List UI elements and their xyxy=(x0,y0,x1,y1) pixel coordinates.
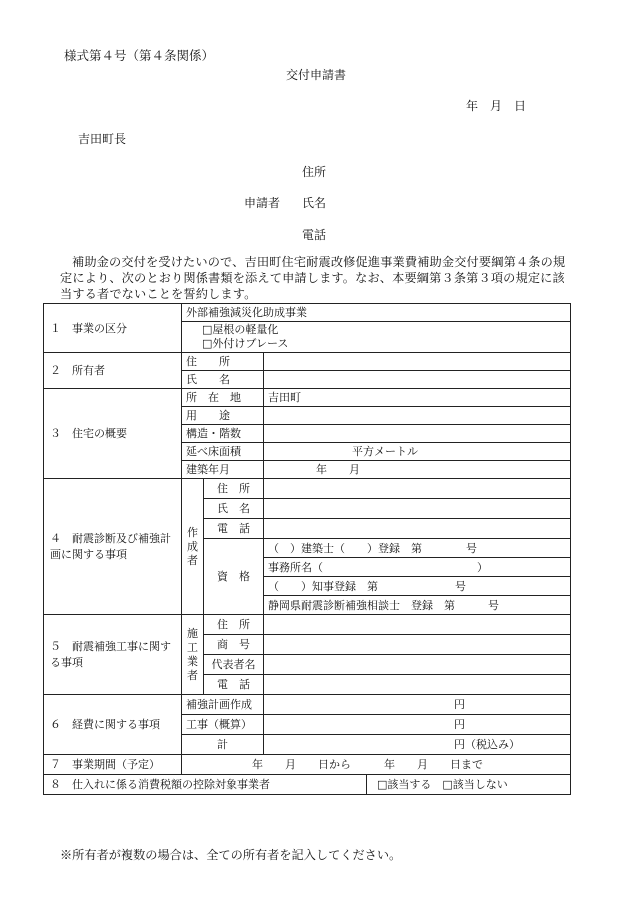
qualification-architect[interactable]: （ ）建築士（ ）登録 第 号 xyxy=(264,539,571,558)
creator-phone-field[interactable] xyxy=(264,519,571,539)
creator-label: 作成者 xyxy=(182,479,204,615)
contractor-phone-label: 電 話 xyxy=(204,675,264,695)
qualification-label: 資 格 xyxy=(204,539,264,615)
section-3-label: ３ 住宅の概要 xyxy=(44,389,182,479)
document-title: 交付申請書 xyxy=(286,68,347,82)
floor-area-field[interactable]: 平方メートル xyxy=(264,443,571,461)
contractor-label: 施工業者 xyxy=(182,615,204,695)
application-table xyxy=(43,303,571,795)
construction-cost-field[interactable]: 円 xyxy=(264,715,571,735)
option-roof-lightening[interactable]: □屋根の軽量化 xyxy=(202,323,279,336)
owner-address-label: 住 所 xyxy=(182,353,264,371)
use-label: 用 途 xyxy=(182,407,264,425)
creator-phone-label: 電 話 xyxy=(204,519,264,539)
section-8-row xyxy=(44,775,571,795)
creator-address-field[interactable] xyxy=(264,479,571,499)
built-year-field[interactable]: 年 月 xyxy=(264,461,571,479)
trade-name-field[interactable] xyxy=(264,635,571,655)
representative-field[interactable] xyxy=(264,655,571,675)
floor-area-label: 延べ床面積 xyxy=(182,443,264,461)
section-4-label: ４ 耐震診断及び補強計画に関する事項 xyxy=(44,479,182,615)
contractor-address-label: 住 所 xyxy=(204,615,264,635)
representative-label: 代表者名 xyxy=(204,655,264,675)
plan-cost-field[interactable]: 円 xyxy=(264,695,571,715)
section-6-label: ６ 経費に関する事項 xyxy=(44,695,182,755)
construction-cost-label: 工事（概算） xyxy=(182,715,264,735)
applicant-phone-label: 電話 xyxy=(302,228,327,242)
qualification-office[interactable]: 事務所名（ ） xyxy=(264,558,571,577)
date-line: 年 月 日 xyxy=(466,99,527,113)
tax-deduction-options[interactable]: □該当する □該当しない xyxy=(377,778,508,791)
plan-cost-label: 補強計画作成 xyxy=(182,695,264,715)
owner-address-field[interactable] xyxy=(264,353,571,371)
applicant-label: 申請者 xyxy=(244,196,281,210)
intro-paragraph: 補助金の交付を受けたいので、吉田町住宅耐震改修促進事業費補助金交付要綱第４条の規定により、次のとおり関係書類を添えて申請します。なお、本要綱第３条第３項の規定に該当する者でないことを誓約します。 xyxy=(60,255,566,301)
location-field[interactable]: 吉田町 xyxy=(264,389,571,407)
use-field[interactable] xyxy=(264,407,571,425)
form-number: 様式第４号（第４条関係） xyxy=(64,48,215,63)
contractor-phone-field[interactable] xyxy=(264,675,571,695)
creator-address-label: 住 所 xyxy=(204,479,264,499)
section-5-label: ５ 耐震補強工事に関する事項 xyxy=(44,615,182,695)
structure-label: 構造・階数 xyxy=(182,425,264,443)
addressee: 吉田町長 xyxy=(78,132,127,146)
applicant-name-label: 氏名 xyxy=(302,196,327,210)
section-2-label: ２ 所有者 xyxy=(44,353,182,389)
applicant-address-label: 住所 xyxy=(302,165,327,179)
total-cost-label: 計 xyxy=(182,735,264,755)
option-external-brace[interactable]: □外付けブレース xyxy=(202,337,289,350)
program-name: 外部補強減災化助成事業 xyxy=(182,304,571,322)
owner-name-label: 氏 名 xyxy=(182,371,264,389)
creator-name-label: 氏 名 xyxy=(204,499,264,519)
section-1-label: １ 事業の区分 xyxy=(44,304,182,353)
built-year-label: 建築年月 xyxy=(182,461,264,479)
location-label: 所 在 地 xyxy=(182,389,264,407)
owner-name-field[interactable] xyxy=(264,371,571,389)
qualification-governor[interactable]: （ ）知事登録 第 号 xyxy=(264,577,571,596)
footnote: ※所有者が複数の場合は、全ての所有者を記入してください。 xyxy=(60,848,402,862)
project-period-field[interactable]: 年 月 日から 年 月 日まで xyxy=(182,755,571,775)
work-type-options xyxy=(182,322,571,353)
total-cost-field[interactable]: 円（税込み） xyxy=(264,735,571,755)
structure-field[interactable] xyxy=(264,425,571,443)
contractor-address-field[interactable] xyxy=(264,615,571,635)
qualification-consultant[interactable]: 静岡県耐震診断補強相談士 登録 第 号 xyxy=(264,596,571,615)
section-7-label: ７ 事業期間（予定） xyxy=(44,755,182,775)
trade-name-label: 商 号 xyxy=(204,635,264,655)
creator-name-field[interactable] xyxy=(264,499,571,519)
section-8-label: ８ 仕入れに係る消費税額の控除対象事業者 xyxy=(44,775,367,794)
